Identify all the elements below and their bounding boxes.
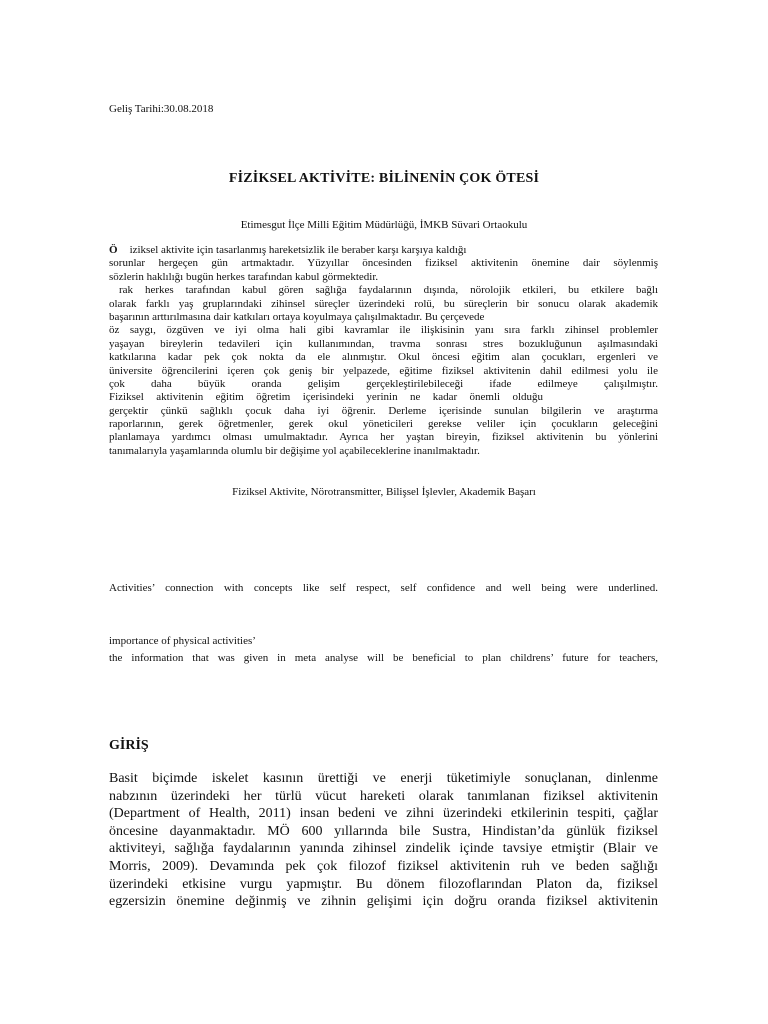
abstract-line: öz saygı, özgüven ve iyi olma hali gibi kavramlar ile ilişkisinin yanı sıra farklı zihinsel problemler	[109, 324, 658, 337]
intro-paragraph	[109, 770, 658, 911]
body-line: egzersizin önemine değinmiş ve zihnin gelişimi için doğru oranda fiziksel aktivitenin	[109, 894, 658, 910]
abstract-line: Fiziksel aktivitenin eğitim öğretim içerisindeki yerinin ne kadar önemli olduğu	[109, 391, 543, 404]
abstract-line: üniversite öğrencilerini içeren çok geniş bir yelpazede, eğitime fiziksel aktivitenin dahil edilmesi yolu ile	[109, 364, 658, 377]
abstract-line: gerçektir çünkü sağlıklı çocuk daha iyi öğrenir. Derleme içerisinde sunulan bilgilerin ve araştırma	[109, 404, 658, 417]
body-line: öncesine dayanmaktadır. MÖ 600 yıllarında bile Sustra, Hindistan’da günlük fiziksel	[109, 823, 658, 839]
paper-title: FİZİKSEL AKTİVİTE: BİLİNENİN ÇOK ÖTESİ	[228, 171, 540, 186]
abstract-line: rak herkes tarafından kabul gören sağlığa faydalarının dışında, nörolojik etkileri, bu etkilere bağlı	[119, 284, 658, 297]
abstract-line: sorunlar hergeçen gün artmaktadır. Yüzyıllar öncesinden fiziksel aktivitenin önemine dair söylenmiş	[109, 257, 658, 270]
receipt-date: Geliş Tarihi:30.08.2018	[109, 103, 214, 115]
abstract-line: raporlarının, gerek öğretmenler, gerek okul yöneticileri gerekse veliler için çocukların geleceğini	[109, 418, 658, 431]
abstract-line	[109, 244, 658, 257]
body-line: Basit biçimde iskelet kasının ürettiği ve enerji tüketimiyle sonuçlanan, dinlenme	[109, 771, 658, 786]
abstract-line: yaşayan bireylerin tedavileri için kullanımından, travma sonrası stres bozukluğunun aşılmasındaki	[109, 337, 658, 350]
abstract-turkish	[109, 244, 658, 458]
body-line: üzerindeki etkisine vurgu yapmıştır. Bu dönem filozoflarından Platon da, fiziksel	[109, 876, 658, 892]
drop-letter: Ö	[109, 244, 118, 256]
abstract-line: katkılarına kadar pek çok nokta da ele alınmıştır. Okul öncesi eğitim alan çocukları, ergenleri ve	[109, 351, 658, 364]
abstract-line-text: iziksel aktivite için tasarlanmış hareketsizlik ile beraber karşı karşıya kaldığı	[129, 244, 467, 256]
abstract-line: başarının arttırılmasına dair katkıları ortaya koyulmaya çalışılmaktadır. Bu çerçevede	[109, 310, 485, 323]
keywords: Fiziksel Aktivite, Nörotransmitter, Bilişsel İşlevler, Akademik Başarı	[232, 486, 536, 498]
english-abstract-line: the information that was given in meta analyse will be beneficial to plan childrens’ future for teachers,	[109, 652, 658, 664]
body-line: aktiviteyi, sağlığa faydalarının yanında zihinsel zindelik içinde tavsiye etmiştir (Blair ve	[109, 841, 658, 857]
abstract-line: planlamaya yardımcı olması umulmaktadır. Ayrıca her yaştan bireyin, fiziksel aktivitenin bu yönlerini	[109, 431, 658, 444]
body-line: Morris, 2009). Devamında pek çok filozof fiziksel aktivitenin ruh ve beden sağlığı	[109, 858, 658, 874]
abstract-line: çok daha büyük oranda gelişim gerçekleştirilebileceği ifade edilmeye çalışılmıştır.	[109, 377, 658, 390]
english-abstract-line: Activities’ connection with concepts like self respect, self confidence and well being were underlined.	[109, 582, 658, 594]
english-abstract-line: importance of physical activities’	[109, 635, 256, 647]
body-line: (Department of Health, 2011) insan bedeni ve zihni üzerindeki etkilerinin tespiti, çağlar	[109, 806, 658, 822]
section-heading: GİRİŞ	[109, 738, 149, 753]
body-line: nabzının üzerindeki her türlü vücut hareketi olarak tanımlanan fiziksel aktivitenin	[109, 788, 658, 804]
author-affiliation: Etimesgut İlçe Milli Eğitim Müdürlüğü, İMKB Süvari Ortaokulu	[240, 219, 528, 231]
abstract-line: olarak farklı yaş gruplarındaki zihinsel süreçler üzerindeki rolü, bu süreçlerin bir sonucu olarak akademik	[109, 297, 658, 310]
abstract-line: sözlerin haklılığı bugün herkes tarafından kabul görmektedir.	[109, 270, 379, 283]
abstract-line: tanımalarıyla yaşamlarında olumlu bir değişime yol açabileceklerine inanılmaktadır.	[109, 444, 480, 457]
